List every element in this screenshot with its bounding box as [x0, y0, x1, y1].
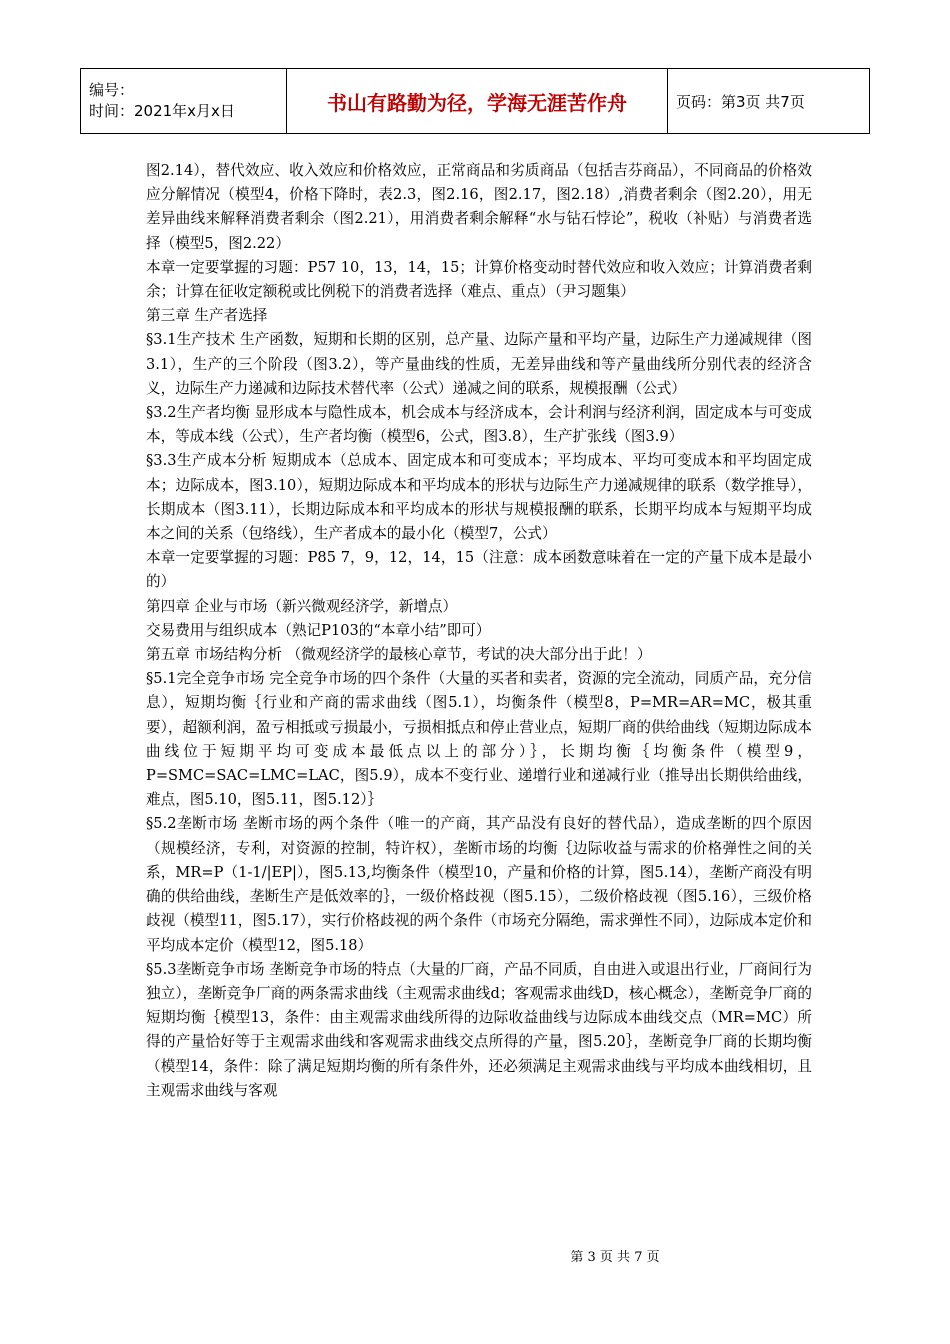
document-header: [80, 68, 870, 134]
chapter-heading-3: 第三章 生产者选择: [146, 307, 268, 325]
section-3-2: §3.2生产者均衡 显形成本与隐性成本，机会成本与经济成本，会计利润与经济利润，固定成本与可变成本，等成本线（公式），生产者均衡（模型6，公式，图3.8），生产扩张线（图3.9）: [146, 404, 812, 446]
chapter-heading-5: 第五章 市场结构分析 （微观经济学的最核心章节，考试的决大部分出于此！）: [146, 646, 652, 664]
section-5-3: §5.3垄断竞争市场 垄断竞争市场的特点（大量的厂商，产品不同质，自由进入或退出行业，厂商间行为独立），垄断竞争厂商的两条需求曲线（主观需求曲线d；客观需求曲线D，核心概念），垄断竞争厂商的短期均衡｛模型13，条件：由主观需求曲线所得的边际收益曲线与边际成本曲线交点（MR=MC）所得的产量恰好等于主观需求曲线和客观需求曲线交点所得的产量，图5.20｝，垄断竞争厂商的长期均衡（模型14，条件：除了满足短期均衡的所有条件外，还必须满足主观需求曲线与平均成本曲线相切，且主观需求曲线与客观: [146, 960, 812, 1099]
document-body: [146, 159, 812, 1103]
paragraph-ch4-content: 交易费用与组织成本（熟记P103的“本章小结”即可）: [146, 621, 491, 639]
section-5-2: §5.2垄断市场 垄断市场的两个条件（唯一的产商，其产品没有良好的替代品），造成垄断的四个原因（规模经济，专利，对资源的控制，特许权），垄断市场的均衡｛边际收益与需求的价格弹性之间的关系，MR=P（1-1/|EP|），图5.13,均衡条件（模型10，产量和价格的计算，图5.14），垄断产商没有明确的供给曲线，垄断生产是低效率的｝，一级价格歧视（图5.15），二级价格歧视（图5.16），三级价格歧视（模型11，图5.17），实行价格歧视的两个条件（市场充分隔绝，需求弹性不同），边际成本定价和平均成本定价（模型12，图5.18）: [146, 815, 812, 954]
header-meta-cell: [81, 69, 287, 134]
paragraph-2: 本章一定要掌握的习题：P57 10，13，14，15；计算价格变动时替代效应和收入效应；计算消费者剩余；计算在征收定额税或比例税下的消费者选择（难点、重点）（尹习题集）: [146, 258, 812, 301]
section-5-1: §5.1完全竞争市场 完全竞争市场的四个条件（大量的买者和卖者，资源的完全流动，同质产品，充分信息），短期均衡｛行业和产商的需求曲线（图5.1），均衡条件（模型8，P=MR=AR=MC，极其重要），超额利润，盈亏相抵或亏损最小，亏损相抵点和停止营业点，短期厂商的供给曲线（短期边际成本曲线位于短期平均可变成本最低点以上的部分）｝，长期均衡｛均衡条件（模型9，P=SMC=SAC=LMC=LAC，图5.9），成本不变行业、递增行业和递减行业（推导出长期供给曲线，难点，图5.10，图5.11，图5.12）｝: [146, 670, 812, 809]
header-page-info: 页码：第3页 共7页: [668, 69, 870, 134]
header-motto: 书山有路勤为径，学海无涯苦作舟: [287, 69, 668, 134]
section-3-1: §3.1生产技术 生产函数，短期和长期的区别，总产量、边际产量和平均产量，边际生产力递减规律（图3.1），生产的三个阶段（图3.2），等产量曲线的性质，无差异曲线和等产量曲线所分别代表的经济含义，边际生产力递减和边际技术替代率（公式）递减之间的联系，规模报酬（公式）: [146, 331, 812, 397]
document-date: 时间：2021年x月x日: [89, 102, 235, 120]
page-footer: [0, 1246, 950, 1265]
paragraph-exercises-ch3: 本章一定要掌握的习题：P85 7，9，12，14，15（注意：成本函数意味着在一定的产量下成本是最小的）: [146, 549, 812, 591]
footer-page-number: 第 3 页 共 7 页: [570, 1250, 660, 1265]
chapter-heading-4: 第四章 企业与市场（新兴微观经济学，新增点）: [146, 597, 458, 615]
section-3-3: §3.3生产成本分析 短期成本（总成本、固定成本和可变成本；平均成本、平均可变成本和平均固定成本；边际成本，图3.10），短期边际成本和平均成本的形状与边际生产力递减规律的联系（数学推导），长期成本（图3.11），长期边际成本和平均成本的形状与规模报酬的联系，长期平均成本与短期平均成本之间的关系（包络线），生产者成本的最小化（模型7，公式）: [146, 452, 812, 543]
paragraph-1: 图2.14），替代效应、收入效应和价格效应，正常商品和劣质商品（包括吉芬商品），不同商品的价格效应分解情况（模型4，价格下降时，表2.3，图2.16，图2.17，图2.18）,消费者剩余（图2.20），用无差异曲线来解释消费者剩余（图2.21），用消费者剩余解释“水与钻石悖论”，税收（补贴）与消费者选择（模型5，图2.22）: [146, 162, 812, 252]
document-number-label: 编号：: [89, 81, 135, 99]
